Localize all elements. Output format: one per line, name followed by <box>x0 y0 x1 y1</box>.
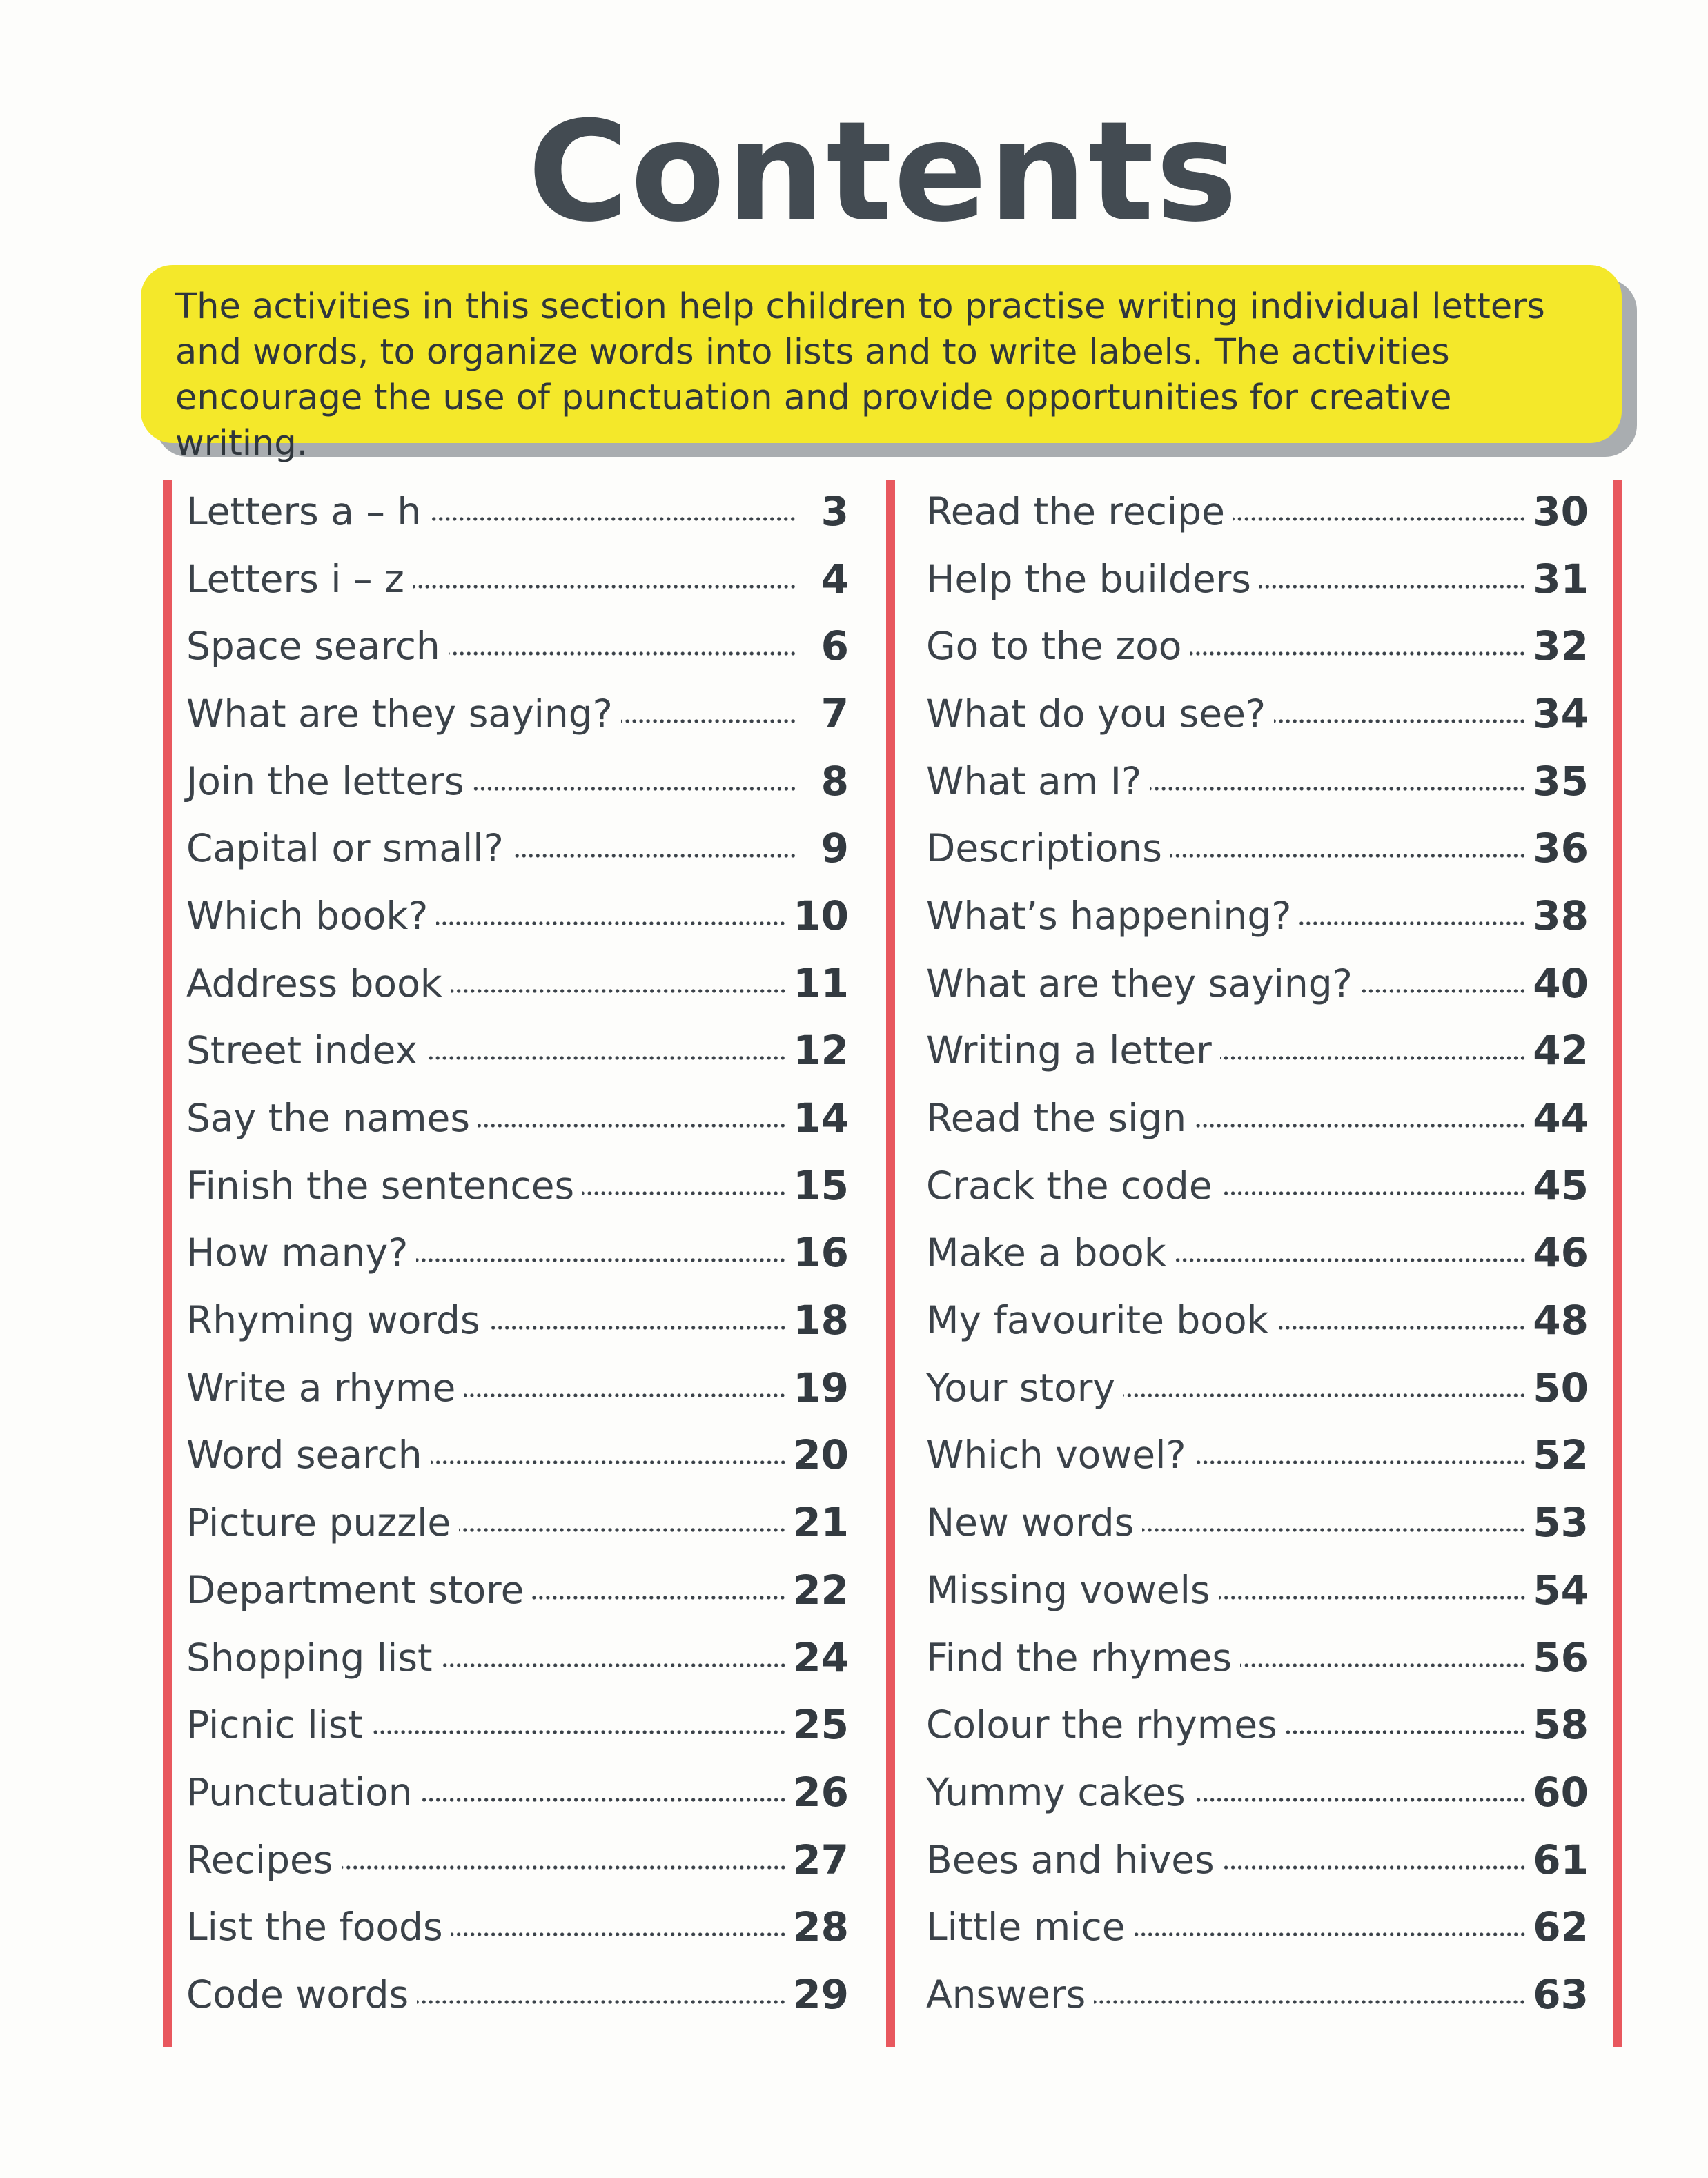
entry-page-number: 18 <box>793 1297 849 1344</box>
entry-title: Write a rhyme <box>186 1365 456 1410</box>
contents-entry[interactable] <box>186 680 849 747</box>
entry-page-number: 4 <box>821 555 849 602</box>
contents-entry[interactable] <box>186 950 849 1017</box>
entry-title: My favourite book <box>926 1298 1269 1343</box>
contents-entry[interactable] <box>926 1152 1589 1219</box>
entry-title: Read the recipe <box>926 489 1225 533</box>
entry-page-number: 36 <box>1533 825 1589 872</box>
entry-page-number: 62 <box>1533 1903 1589 1951</box>
entry-page-number: 58 <box>1533 1701 1589 1749</box>
contents-entry[interactable] <box>926 1354 1589 1422</box>
contents-entry[interactable] <box>926 950 1589 1017</box>
entry-page-number: 21 <box>793 1499 849 1547</box>
contents-entry[interactable] <box>926 1556 1589 1624</box>
contents-entry[interactable] <box>186 1017 849 1085</box>
entry-title: Recipes <box>186 1837 333 1882</box>
dot-leader <box>449 649 796 658</box>
entry-title: Letters i – z <box>186 556 404 601</box>
entry-title: Address book <box>186 961 442 1005</box>
entry-title: Crack the code <box>926 1163 1213 1208</box>
entry-title: Find the rhymes <box>926 1635 1233 1680</box>
entry-title: Shopping list <box>186 1635 433 1680</box>
contents-entry[interactable] <box>186 1893 849 1961</box>
entry-title: Your story <box>926 1365 1115 1410</box>
contents-entry[interactable] <box>186 747 849 815</box>
contents-entry[interactable] <box>926 1961 1589 2028</box>
entry-page-number: 6 <box>821 622 849 670</box>
dot-leader <box>459 1525 786 1535</box>
entry-page-number: 45 <box>1533 1161 1589 1209</box>
entry-page-number: 63 <box>1533 1970 1589 2018</box>
dot-leader <box>342 1863 787 1872</box>
entry-title: Picture puzzle <box>186 1500 451 1545</box>
entry-page-number: 8 <box>821 757 849 805</box>
dot-leader <box>473 784 796 794</box>
contents-entry[interactable] <box>186 1961 849 2028</box>
dot-leader <box>451 1930 787 1939</box>
dot-leader <box>421 1795 787 1805</box>
contents-entry[interactable] <box>926 612 1589 680</box>
contents-entry[interactable] <box>186 1084 849 1152</box>
entry-page-number: 60 <box>1533 1768 1589 1816</box>
entry-page-number: 3 <box>821 487 849 535</box>
entry-title: Letters a – h <box>186 489 422 533</box>
dot-leader <box>429 514 796 524</box>
contents-entry[interactable] <box>186 545 849 613</box>
contents-entry[interactable] <box>926 1422 1589 1489</box>
right-column-rule <box>1613 480 1622 2047</box>
entry-page-number: 20 <box>793 1431 849 1479</box>
entry-title: List the foods <box>186 1905 443 1950</box>
dot-leader <box>1194 1795 1527 1805</box>
entry-title: Word search <box>186 1433 422 1478</box>
entry-title: What am I? <box>926 758 1142 803</box>
contents-entry[interactable] <box>186 1286 849 1354</box>
entry-title: Yummy cakes <box>926 1769 1186 1814</box>
contents-entry[interactable] <box>926 747 1589 815</box>
entry-page-number: 11 <box>793 959 849 1007</box>
entry-page-number: 15 <box>793 1161 849 1209</box>
dot-leader <box>1142 1525 1526 1535</box>
entry-page-number: 44 <box>1533 1095 1589 1142</box>
entry-page-number: 16 <box>793 1229 849 1277</box>
entry-title: Go to the zoo <box>926 624 1182 669</box>
dot-leader <box>1175 1255 1527 1265</box>
dot-leader <box>582 1188 786 1198</box>
contents-entry[interactable] <box>926 1758 1589 1826</box>
contents-entry[interactable] <box>926 1826 1589 1894</box>
entry-title: What are they saying? <box>926 961 1353 1005</box>
entry-page-number: 35 <box>1533 757 1589 805</box>
contents-list-left <box>186 478 849 2028</box>
entry-title: How many? <box>186 1230 409 1275</box>
entry-page-number: 19 <box>793 1364 849 1411</box>
dot-leader <box>1170 851 1526 861</box>
entry-title: What are they saying? <box>186 691 613 736</box>
entry-title: Missing vowels <box>926 1567 1210 1612</box>
dot-leader <box>1195 1121 1526 1130</box>
entry-page-number: 22 <box>793 1566 849 1613</box>
dot-leader <box>1134 1930 1527 1939</box>
entry-page-number: 24 <box>793 1634 849 1681</box>
dot-leader <box>621 716 796 726</box>
entry-page-number: 53 <box>1533 1499 1589 1547</box>
entry-title: Say the names <box>186 1096 471 1141</box>
dot-leader <box>416 1255 786 1265</box>
entry-title: Capital or small? <box>186 826 504 871</box>
contents-entry[interactable] <box>186 1826 849 1894</box>
dot-leader <box>431 1458 787 1467</box>
contents-entry[interactable] <box>186 1152 849 1219</box>
contents-entry[interactable] <box>186 1691 849 1758</box>
contents-entry[interactable] <box>926 680 1589 747</box>
entry-title: Code words <box>186 1972 409 2017</box>
dot-leader <box>1150 784 1526 794</box>
entry-page-number: 12 <box>793 1027 849 1075</box>
contents-entry[interactable] <box>926 478 1589 545</box>
dot-leader <box>1094 1997 1526 2007</box>
entry-title: Colour the rhymes <box>926 1703 1277 1747</box>
dot-leader <box>371 1727 786 1737</box>
entry-title: Space search <box>186 624 440 669</box>
contents-entry[interactable] <box>926 545 1589 613</box>
entry-page-number: 50 <box>1533 1364 1589 1411</box>
dot-leader <box>1286 1727 1526 1737</box>
entry-page-number: 9 <box>821 825 849 872</box>
entry-page-number: 26 <box>793 1768 849 1816</box>
dot-leader <box>436 919 786 928</box>
entry-page-number: 10 <box>793 892 849 939</box>
entry-page-number: 56 <box>1533 1634 1589 1681</box>
dot-leader <box>512 851 796 861</box>
contents-entry[interactable] <box>926 1084 1589 1152</box>
dot-leader <box>426 1053 786 1063</box>
contents-list-right <box>926 478 1589 2028</box>
contents-entry[interactable] <box>186 478 849 545</box>
entry-title: Writing a letter <box>926 1028 1212 1073</box>
dot-leader <box>1299 919 1526 928</box>
contents-entry[interactable] <box>926 814 1589 882</box>
contents-entry[interactable] <box>186 1354 849 1422</box>
middle-column-rule <box>886 480 895 2047</box>
contents-entry[interactable] <box>186 1489 849 1556</box>
entry-title: Finish the sentences <box>186 1163 575 1208</box>
contents-entry[interactable] <box>926 1286 1589 1354</box>
entry-title: Bees and hives <box>926 1837 1215 1882</box>
contents-entry[interactable] <box>186 882 849 950</box>
entry-page-number: 31 <box>1533 555 1589 602</box>
dot-leader <box>1223 1863 1527 1872</box>
dot-leader <box>441 1660 787 1670</box>
entry-title: Department store <box>186 1567 524 1612</box>
entry-page-number: 38 <box>1533 892 1589 939</box>
entry-title: Punctuation <box>186 1769 413 1814</box>
entry-page-number: 48 <box>1533 1297 1589 1344</box>
entry-page-number: 30 <box>1533 487 1589 535</box>
entry-title: Help the builders <box>926 556 1251 601</box>
entry-title: Little mice <box>926 1905 1126 1950</box>
dot-leader <box>1274 716 1526 726</box>
entry-title: New words <box>926 1500 1135 1545</box>
contents-entry[interactable] <box>186 612 849 680</box>
dot-leader <box>478 1121 786 1130</box>
entry-page-number: 54 <box>1533 1566 1589 1613</box>
entry-title: What’s happening? <box>926 893 1292 938</box>
dot-leader <box>1123 1391 1526 1400</box>
dot-leader <box>1277 1323 1526 1333</box>
entry-page-number: 40 <box>1533 959 1589 1007</box>
entry-page-number: 7 <box>821 689 849 737</box>
contents-entry[interactable] <box>186 1758 849 1826</box>
contents-entry[interactable] <box>186 1556 849 1624</box>
intro-box <box>141 265 1622 464</box>
entry-title: What do you see? <box>926 691 1266 736</box>
entry-page-number: 52 <box>1533 1431 1589 1479</box>
contents-entry[interactable] <box>186 1422 849 1489</box>
contents-entry[interactable] <box>926 1691 1589 1758</box>
contents-entry[interactable] <box>926 1219 1589 1287</box>
contents-entry[interactable] <box>926 1017 1589 1085</box>
dot-leader <box>451 986 787 996</box>
left-column-rule <box>163 480 172 2047</box>
dot-leader <box>417 1997 786 2007</box>
entry-page-number: 46 <box>1533 1229 1589 1277</box>
entry-title: Which book? <box>186 893 429 938</box>
entry-title: Which vowel? <box>926 1433 1186 1478</box>
entry-page-number: 25 <box>793 1701 849 1749</box>
dot-leader <box>1259 582 1526 591</box>
dot-leader <box>489 1323 787 1333</box>
entry-page-number: 34 <box>1533 689 1589 737</box>
contents-entry[interactable] <box>926 882 1589 950</box>
contents-entry[interactable] <box>926 1624 1589 1691</box>
entry-page-number: 61 <box>1533 1836 1589 1883</box>
entry-title: Picnic list <box>186 1703 364 1747</box>
dot-leader <box>464 1391 786 1400</box>
entry-title: Join the letters <box>186 758 464 803</box>
entry-page-number: 14 <box>793 1095 849 1142</box>
dot-leader <box>413 582 796 591</box>
contents-entry[interactable] <box>926 1489 1589 1556</box>
entry-title: Answers <box>926 1972 1086 2017</box>
dot-leader <box>1195 1458 1527 1467</box>
entry-page-number: 32 <box>1533 622 1589 670</box>
page-title: Contents <box>527 92 1239 253</box>
dot-leader <box>1361 986 1526 996</box>
intro-text: The activities in this section help children to practise writing individual letters and words, to organize words into lists and to write labels. The activities encourage the use of punctuation and provide opportunities for creative writing. <box>175 286 1545 464</box>
entry-title: Descriptions <box>926 826 1162 871</box>
entry-title: Street index <box>186 1028 418 1073</box>
contents-entry[interactable] <box>186 814 849 882</box>
dot-leader <box>1190 649 1526 658</box>
entry-page-number: 42 <box>1533 1027 1589 1075</box>
contents-entry[interactable] <box>186 1624 849 1691</box>
dot-leader <box>1219 1593 1527 1602</box>
dot-leader <box>1233 514 1526 524</box>
entry-title: Make a book <box>926 1230 1166 1275</box>
entry-title: Rhyming words <box>186 1298 480 1343</box>
contents-entry[interactable] <box>926 1893 1589 1961</box>
entry-page-number: 27 <box>793 1836 849 1883</box>
entry-page-number: 28 <box>793 1903 849 1951</box>
dot-leader <box>1221 1188 1527 1198</box>
entry-title: Read the sign <box>926 1096 1187 1141</box>
entry-page-number: 29 <box>793 1970 849 2018</box>
dot-leader <box>1220 1053 1526 1063</box>
dot-leader <box>1240 1660 1526 1670</box>
dot-leader <box>532 1593 786 1602</box>
contents-entry[interactable] <box>186 1219 849 1287</box>
